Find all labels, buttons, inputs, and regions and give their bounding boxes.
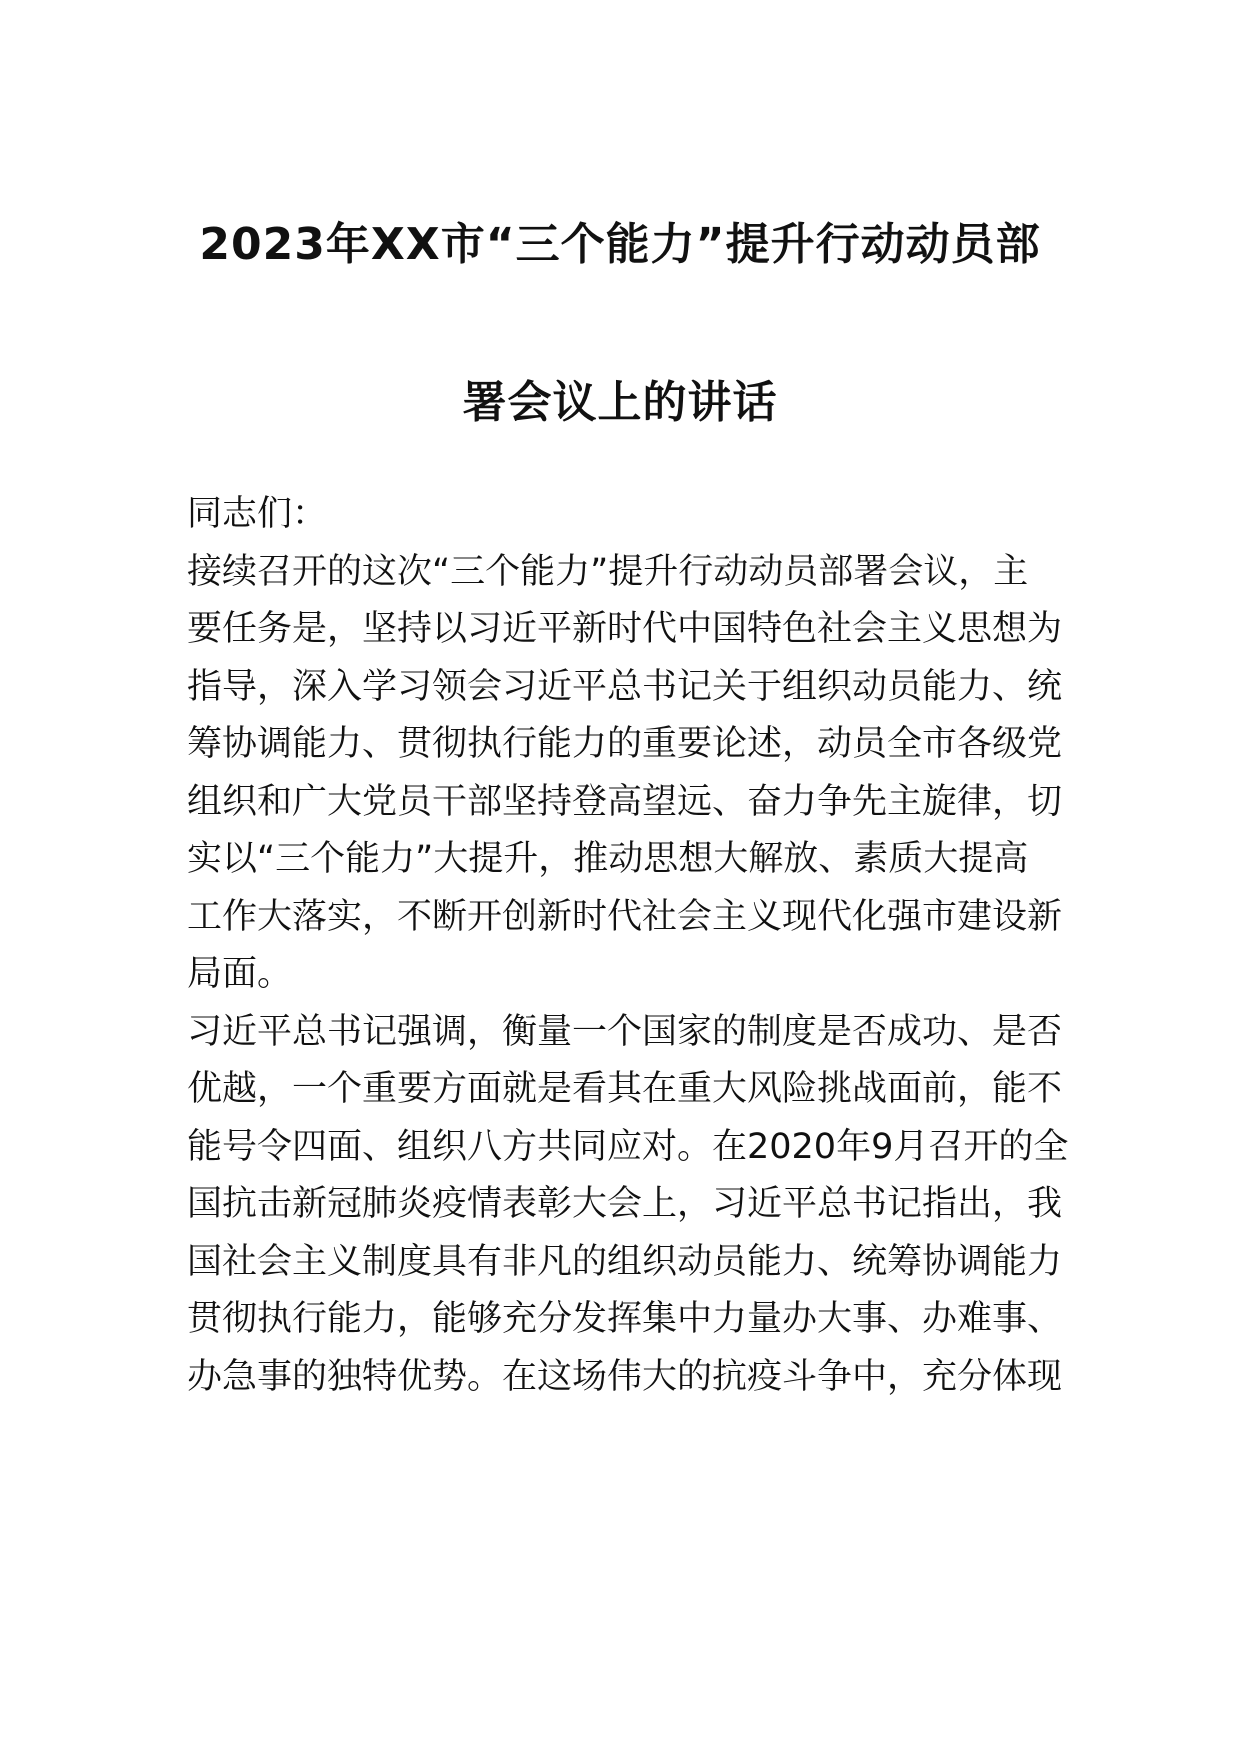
paragraph-line: 实以“三个能力”大提升，推动思想大解放、素质大提高: [187, 839, 1029, 879]
paragraph-line: 局面。: [187, 954, 293, 994]
paragraph-line: 筹协调能力、贯彻执行能力的重要论述，动员全市各级党: [187, 724, 1063, 764]
paragraph-line: 接续召开的这次“三个能力”提升行动动员部署会议，主: [187, 552, 1029, 592]
paragraph-line: 习近平总书记强调，衡量一个国家的制度是否成功、是否: [187, 1012, 1063, 1052]
document-title-line-1: 2023年XX市“三个能力”提升行动动员部: [199, 219, 1041, 270]
paragraph-line: 办急事的独特优势。在这场伟大的抗疫斗争中，充分体现: [187, 1357, 1063, 1397]
paragraph-line: 工作大落实，不断开创新时代社会主义现代化强市建设新: [187, 897, 1063, 937]
salutation-line: 同志们：: [187, 494, 328, 534]
paragraph-line: 能号令四面、组织八方共同应对。在2020年9月召开的全: [187, 1127, 1069, 1167]
paragraph-line: 国社会主义制度具有非凡的组织动员能力、统筹协调能力: [187, 1242, 1063, 1282]
paragraph-line: 优越，一个重要方面就是看其在重大风险挑战面前，能不: [187, 1069, 1063, 1109]
paragraph-line: 组织和广大党员干部坚持登高望远、奋力争先主旋律，切: [187, 782, 1063, 822]
document-title-line-2: 署会议上的讲话: [462, 377, 778, 428]
paragraph-line: 贯彻执行能力，能够充分发挥集中力量办大事、办难事、: [187, 1299, 1063, 1339]
paragraph-line: 指导，深入学习领会习近平总书记关于组织动员能力、统: [187, 667, 1063, 707]
paragraph-line: 要任务是，坚持以习近平新时代中国特色社会主义思想为: [187, 609, 1063, 649]
paragraph-line: 国抗击新冠肺炎疫情表彰大会上，习近平总书记指出，我: [187, 1184, 1063, 1224]
